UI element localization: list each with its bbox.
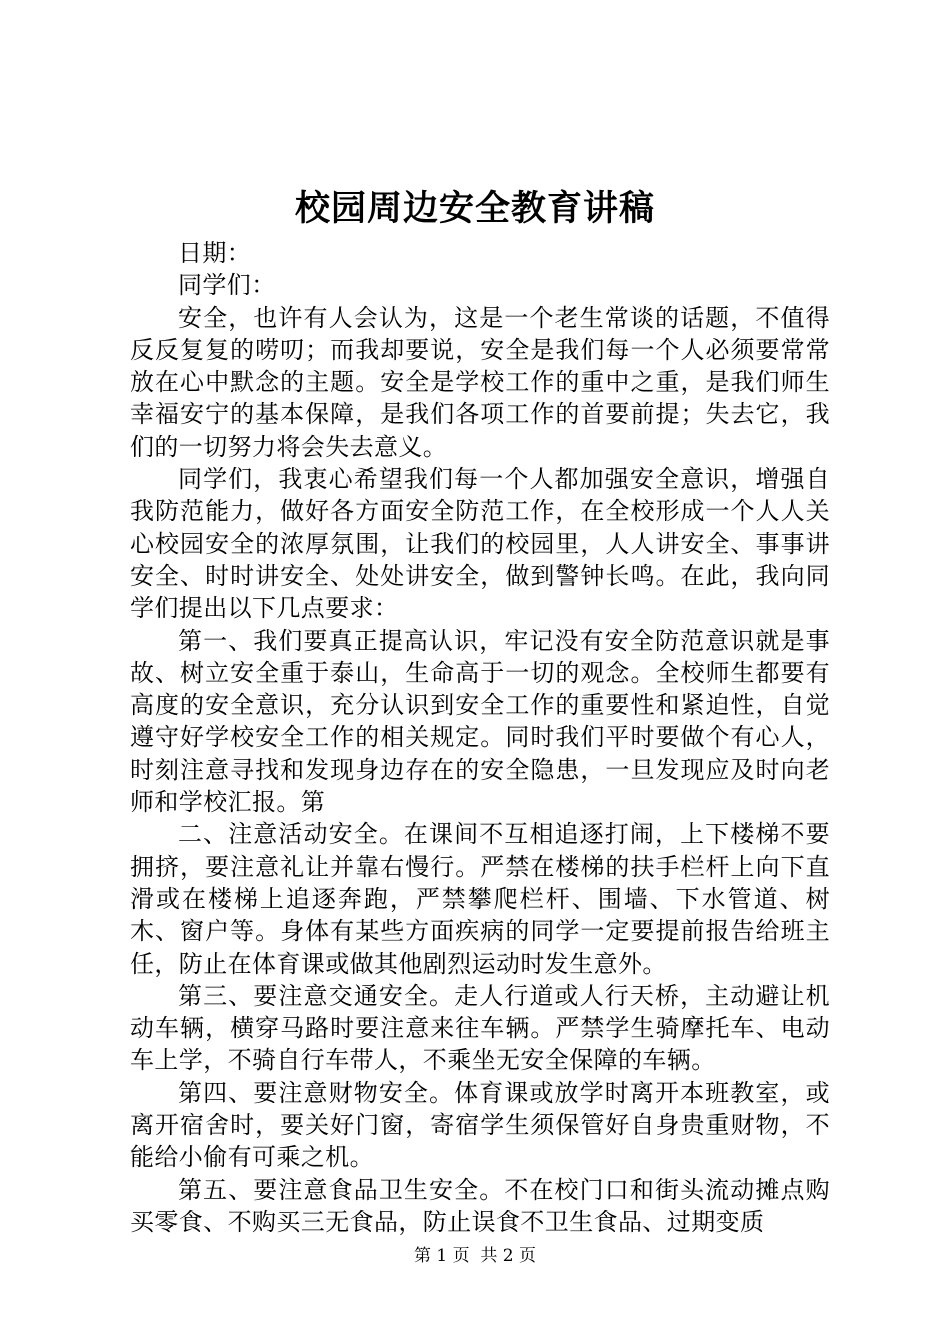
document-body xyxy=(130,237,830,1238)
paragraph: 第一、我们要真正提高认识，牢记没有安全防范意识就是事故、树立安全重于泰山，生命高于一切的观念。全校师生都要有高度的安全意识，充分认识到安全工作的重要性和紧迫性，自觉遵守好学校安全工作的相关规定。同时我们平时要做个有心人，时刻注意寻找和发现身边存在的安全隐患，一旦发现应及时向老师和学校汇报。第 xyxy=(130,626,830,817)
date-line: 日期： xyxy=(178,239,252,267)
paragraph: 第三、要注意交通安全。走人行道或人行天桥，主动避让机动车辆，横穿马路时要注意来往车辆。严禁学生骑摩托车、电动车上学，不骑自行车带人，不乘坐无安全保障的车辆。 xyxy=(130,981,830,1075)
page-number: 第 1 页 共 2 页 xyxy=(413,1246,537,1266)
paragraph: 同学们，我衷心希望我们每一个人都加强安全意识，增强自我防范能力，做好各方面安全防范工作，在全校形成一个人人关心校园安全的浓厚氛围，让我们的校园里，人人讲安全、事事讲安全、时时讲安全、处处讲安全，做到警钟长鸣。在此，我向同学们提出以下几点要求： xyxy=(130,465,830,623)
paragraph: 第四、要注意财物安全。体育课或放学时离开本班教室，或离开宿舍时，要关好门窗，寄宿学生须保管好自身贵重财物，不能给小偷有可乘之机。 xyxy=(130,1078,830,1172)
paragraph: 安全，也许有人会认为，这是一个老生常谈的话题，不值得反反复复的唠叨；而我却要说，安全是我们每一个人必须要常常放在心中默念的主题。安全是学校工作的重中之重，是我们师生幸福安宁的基本保障，是我们各项工作的首要前提；失去它，我们的一切努力将会失去意义。 xyxy=(130,303,830,461)
document-title: 校园周边安全教育讲稿 xyxy=(294,188,655,229)
paragraph: 第五、要注意食品卫生安全。不在校门口和街头流动摊点购买零食、不购买三无食品，防止误食不卫生食品、过期变质 xyxy=(130,1175,830,1236)
salutation-line: 同学们： xyxy=(178,271,276,300)
paragraph: 二、注意活动安全。在课间不互相追逐打闹，上下楼梯不要拥挤，要注意礼让并靠右慢行。严禁在楼梯的扶手栏杆上向下直滑或在楼梯上追逐奔跑，严禁攀爬栏杆、围墙、下水管道、树木、窗户等。身体有某些方面疾病的同学一定要提前报告给班主任，防止在体育课或做其他剧烈运动时发生意外。 xyxy=(130,820,830,978)
page-footer xyxy=(0,1244,950,1268)
